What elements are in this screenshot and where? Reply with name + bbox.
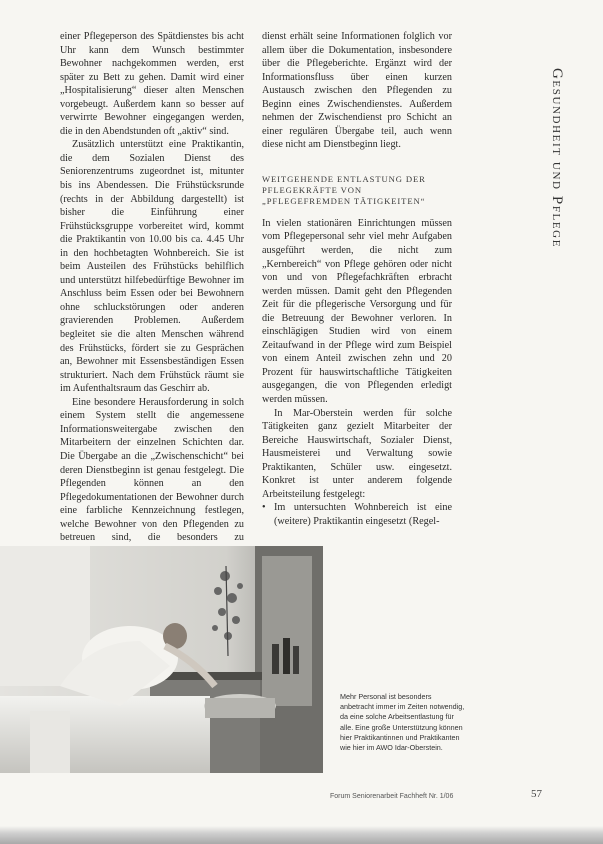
section-heading: WEITGEHENDE ENTLASTUNG DER PFLEGEKRÄFTE VON „PFLEGEFREMDEN TÄTIGKEITEN“ — [262, 173, 426, 206]
scan-edge — [0, 826, 603, 844]
bullet-item — [262, 501, 452, 528]
section-sidebar-title: Gesundheit und Pflege — [549, 68, 565, 249]
footer-source: Forum Seniorenarbeit Fachheft Nr. 1/06 — [330, 793, 454, 800]
body-paragraph: In vielen stationären Einrichtungen müssen vom Pflegepersonal sehr viel mehr Aufgaben ausgeführt werden, die nicht zum „Kernbereich“ von Pflege gehören oder nicht von und von Pflegefachkräften erbracht werden müssen. Damit geht den Pflegenden Zeit für die pflegerische Versorgung und für die Betreuung der Bewohner verloren. In einschlägigen Studien wird von einem Zeitaufwand in der Pflege wird zum Beispiel von einem Anteil zwischen zehn und 20 Prozent für hauswirtschaftliche Tätigkeiten ausgegangen, die von Pflegenden erledigt werden müssen. — [262, 217, 452, 406]
body-paragraph: Zusätzlich unterstützt eine Praktikantin, die dem Sozialen Dienst des Seniorenzentrums zugeordnet ist, mitunter bis ins Abendessen. Die Frühstücksrunde (rechts in der Abbildung dargestellt) ist bisher die Einführung einer Frühstücksgruppe vorbereitet wird, kommt die Praktikantin von 10.00 bis ca. 4.45 Uhr in den hochbetagten Wohnbereich. Sie ist beim Austeilen des Frühstücks behilflich und unterstützt hilfebedürftige Bewohner im Anschluss beim Essen oder bei Bewohnern ohne schluckstörungen oder anderen gravierenden Problemen. Außerdem begleitet sie die alten Menschen während des Frühstücks, fördert sie zu Gesprächen an, Bewohner mit Essensbeständigen Essen strukturiert. Nach dem Frühstück räumt sie im Aufenthaltsraum das Geschirr ab. — [60, 139, 244, 395]
body-paragraph: Eine besondere Herausforderung in solch einem System stellt die angemessene Informationsweitergabe zwischen den Mitarbeitern der einzelnen Schichten dar. Die Übergabe an die „Zwischenschicht“ bei deren Dienstbeginn ist genau festgelegt. Die Pflegenden können an den Pflegedokumentationen der Bewohner durch eine farbliche Kennzeichnung festlegen, welche Bewohner von den Pflegenden zu betreuen sind, die besonders zu — [60, 396, 244, 544]
body-paragraph: In Mar-Oberstein werden für solche Tätigkeiten ganz gezielt Mitarbeiter der Bereiche Hauswirtschaft, Sozialer Dienst, Hausmeisterei und Verwaltung sowie Praktikanten, Schüler usw. eingesetzt. Konkret ist unter anderem folgende Arbeitsteilung festgelegt: — [262, 407, 452, 500]
bullet-icon: • — [262, 502, 266, 514]
left-text-column — [60, 30, 244, 558]
right-text-column — [262, 30, 452, 529]
care-photo — [0, 546, 323, 773]
body-paragraph: einer Pflegeperson des Spätdienstes bis acht Uhr kann dem Wunsch bestimmter Bewohner nachgekommen werden, erst später zu Bett zu gehen. Damit wird einer „Hospitalisierung“ dieser alten Menschen vorgebeugt. Außerdem kann so besser auf verwirrte Bewohner eingegangen werden, die in den Abendstunden oft „aktiv“ sind. — [60, 31, 244, 137]
photo-caption: Mehr Personal ist besonders anbetracht immer im Zeiten notwendig, da eine solche Arbeitsentlastung für alle. Eine große Unterstützung können hier Praktikantinnen und Praktikanten wie hier im AWO Idar-Oberstein. — [340, 692, 465, 753]
page-number: 57 — [531, 788, 542, 800]
bullet-text: Im untersuchten Wohnbereich ist eine (weitere) Praktikantin eingesetzt (Regel- — [274, 502, 452, 527]
body-paragraph: dienst erhält seine Informationen folglich vor allem über die Dokumentation, insbesondere über die Pflegeberichte. Ergänzt wird der Informationsfluss über einen kurzen Austausch zwischen den Pflegenden zu Beginn eines Zwischendienstes. Außerdem nehmen der Zwischendienst pro Schicht an einer regulären Übergabe teil, auch wenn diese nicht am Dienstbeginn liegt. — [262, 31, 452, 151]
